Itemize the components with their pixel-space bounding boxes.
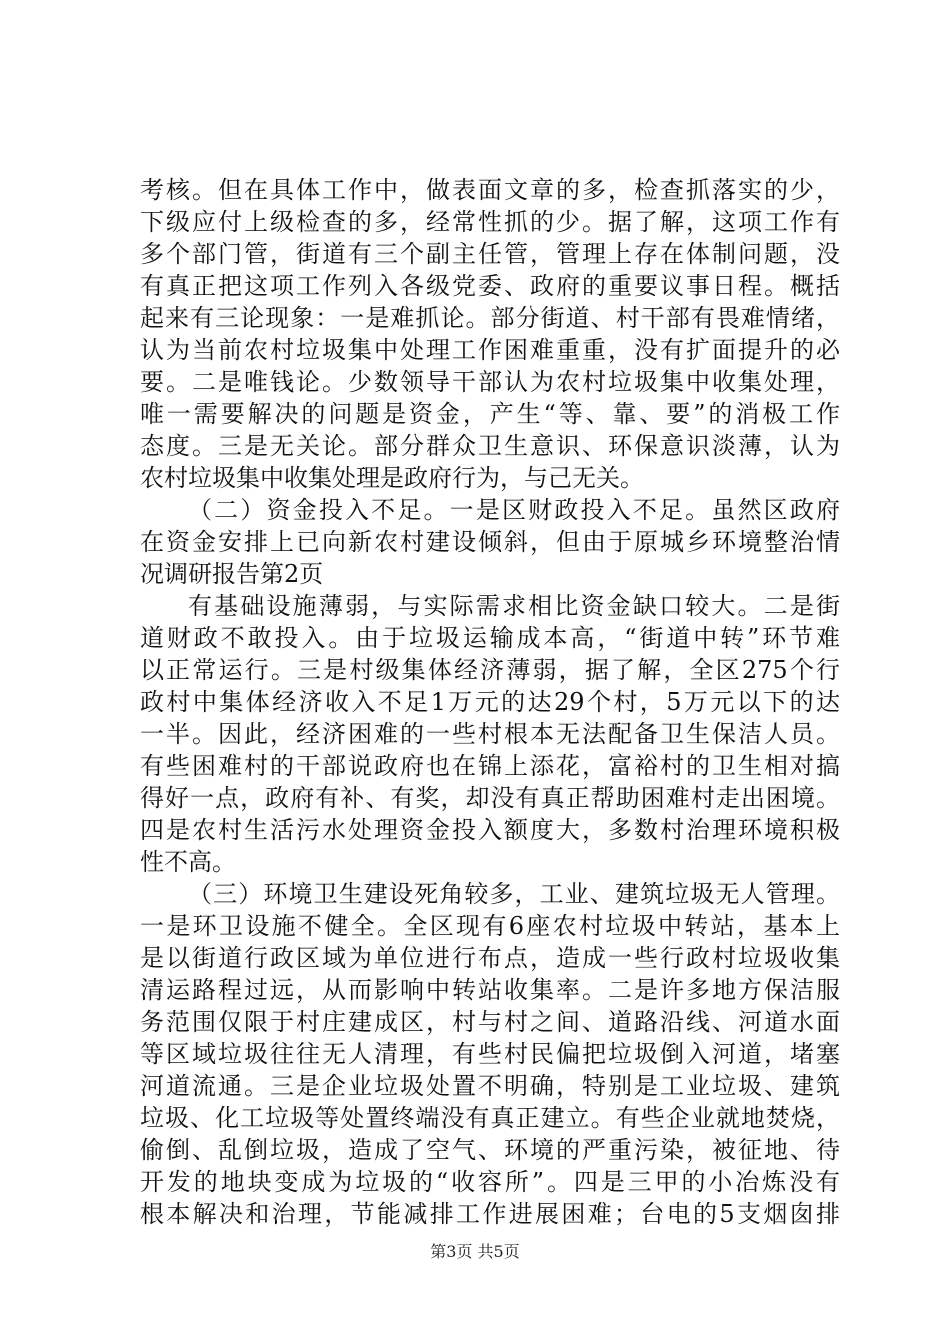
text-line: 考核。但在具体工作中，做表面文章的多，检查抓落实的少，	[140, 176, 840, 204]
text-line: 唯一需要解决的问题是资金，产生“等、靠、要”的消极工作	[140, 400, 840, 428]
text-line: 河道流通。三是企业垃圾处置不明确，特别是工业垃圾、建筑	[140, 1072, 840, 1100]
text-line: 一是环卫设施不健全。全区现有6座农村垃圾中转站，基本上	[140, 912, 840, 940]
text-line: 有些困难村的干部说政府也在锦上添花，富裕村的卫生相对搞	[140, 752, 840, 780]
text-line: 清运路程过远，从而影响中转站收集率。二是许多地方保洁服	[140, 976, 840, 1004]
text-line: 务范围仅限于村庄建成区，村与村之间、道路沿线、河道水面	[140, 1008, 840, 1036]
text-line: 认为当前农村垃圾集中处理工作困难重重，没有扩面提升的必	[140, 336, 840, 364]
text-line: 以正常运行。三是村级集体经济薄弱，据了解，全区275个行	[140, 656, 840, 684]
text-line: 政村中集体经济收入不足1万元的达29个村，5万元以下的达	[140, 688, 840, 716]
section-heading-line: （三）环境卫生建设死角较多，工业、建筑垃圾无人管理。	[188, 880, 840, 908]
text-line: 性不高。	[140, 848, 236, 876]
text-line: 下级应付上级检查的多，经常性抓的少。据了解，这项工作有	[140, 208, 840, 236]
text-line: 况调研报告第2页	[140, 560, 324, 588]
page-number-footer: 第3页 共5页	[430, 1242, 520, 1261]
text-line: 道财政不敢投入。由于垃圾运输成本高，“街道中转”环节难	[140, 624, 840, 652]
text-line: 等区域垃圾往往无人清理，有些村民偏把垃圾倒入河道，堵塞	[140, 1040, 840, 1068]
text-line: 要。二是唯钱论。少数领导干部认为农村垃圾集中收集处理，	[140, 368, 840, 396]
text-line: 垃圾、化工垃圾等处置终端没有真正建立。有些企业就地焚烧，	[140, 1104, 840, 1132]
text-line: 根本解决和治理，节能减排工作进展困难；台电的5支烟囱排	[140, 1200, 840, 1228]
text-line: 起来有三论现象：一是难抓论。部分街道、村干部有畏难情绪，	[140, 304, 840, 332]
text-line: 一半。因此，经济困难的一些村根本无法配备卫生保洁人员。	[140, 720, 840, 748]
text-line: 有基础设施薄弱，与实际需求相比资金缺口较大。二是街	[188, 592, 840, 620]
text-line: 开发的地块变成为垃圾的“收容所”。四是三甲的小冶炼没有	[140, 1168, 840, 1196]
text-line: 偷倒、乱倒垃圾，造成了空气、环境的严重污染，被征地、待	[140, 1136, 840, 1164]
text-line: 农村垃圾集中收集处理是政府行为，与己无关。	[140, 464, 644, 492]
text-line: 在资金安排上已向新农村建设倾斜，但由于原城乡环境整治情	[140, 528, 840, 556]
text-line: 有真正把这项工作列入各级党委、政府的重要议事日程。概括	[140, 272, 840, 300]
text-line: 态度。三是无关论。部分群众卫生意识、环保意识淡薄，认为	[140, 432, 840, 460]
body-text	[140, 174, 840, 1230]
text-line: 得好一点，政府有补、有奖，却没有真正帮助困难村走出困境。	[140, 784, 840, 812]
text-line: 是以街道行政区域为单位进行布点，造成一些行政村垃圾收集	[140, 944, 840, 972]
text-line: 四是农村生活污水处理资金投入额度大，多数村治理环境积极	[140, 816, 840, 844]
text-line: 多个部门管，街道有三个副主任管，管理上存在体制问题，没	[140, 240, 840, 268]
section-heading-line: （二）资金投入不足。一是区财政投入不足。虽然区政府	[188, 496, 840, 524]
